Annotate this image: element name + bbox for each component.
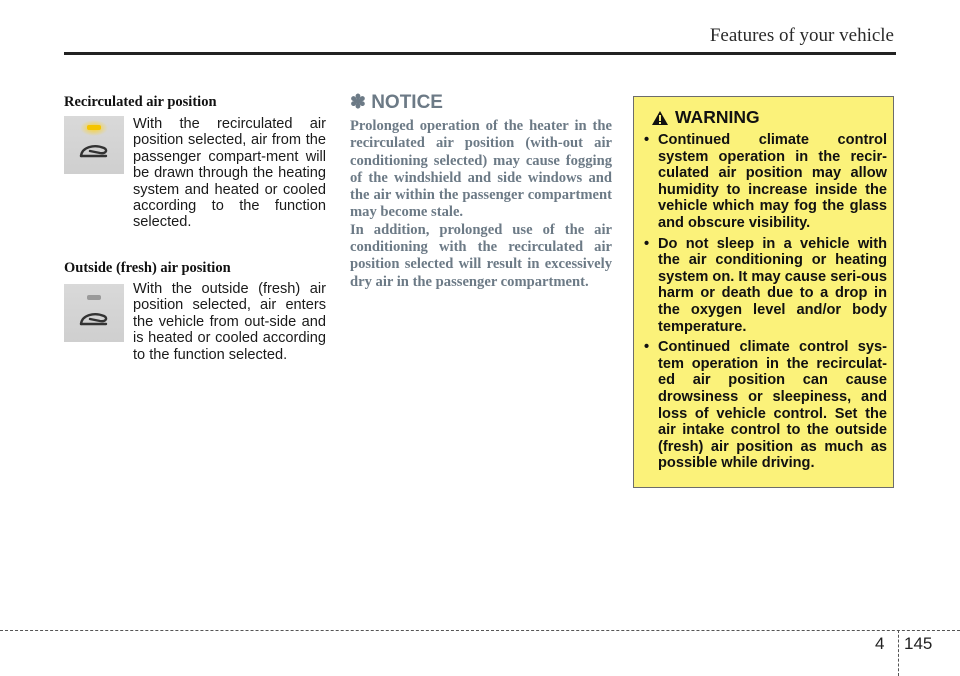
outside-button-icon [64,284,124,342]
outside-body: With the outside (fresh) air position selected, air enters the vehicle from out-side and is heated or cooled according to the function selected. [133,281,326,363]
footer-divider [898,630,899,676]
warning-header [651,107,760,128]
notice-paragraph: Prolonged operation of the heater in the recirculated air position (with-out air conditioning selected) may cause fogging of the windshield and side windows and the air within the passenger compartment may become stale. [350,118,612,221]
header-rule [64,52,896,55]
warning-title: WARNING [675,107,760,127]
warning-item: • Continued climate control system operation in the recir-culated air position may allow humidity to increase inside the vehicle which may fog the glass and obscure visibility. [644,132,887,232]
warning-item: • Continued climate control sys-tem operation in the recirculat-ed air position can cause drowsiness or sleepiness, and loss of vehicle control. Set the air intake control to the outside (fresh) air position as much as possible while driving. [644,339,887,472]
page-number: 145 [904,634,933,653]
recirculated-heading: Recirculated air position [64,94,217,110]
recirculated-button-icon [64,116,124,174]
warning-triangle-icon [651,110,669,126]
notice-paragraph: In addition, prolonged use of the air conditioning with the recirculated air position selected will result in excessively dry air in the passenger compartment. [350,221,612,290]
chapter-number: 4 [875,634,885,653]
warning-box [633,96,894,488]
outside-heading: Outside (fresh) air position [64,260,231,276]
header-title: Features of your vehicle [709,25,894,46]
notice-title: ✽ NOTICE [350,92,443,113]
footer-rule [0,630,960,631]
recirculated-body: With the recirculated air position selected, air from the passenger compart-ment will be drawn through the heating system and heated or cooled according to the function selected. [133,116,326,231]
warning-item: • Do not sleep in a vehicle with the air conditioning or heating system on. It may cause seri-ous harm or death due to a drop in the oxygen level and/or body temperature. [644,236,887,336]
warning-list [644,132,887,476]
notice-text [350,118,612,291]
